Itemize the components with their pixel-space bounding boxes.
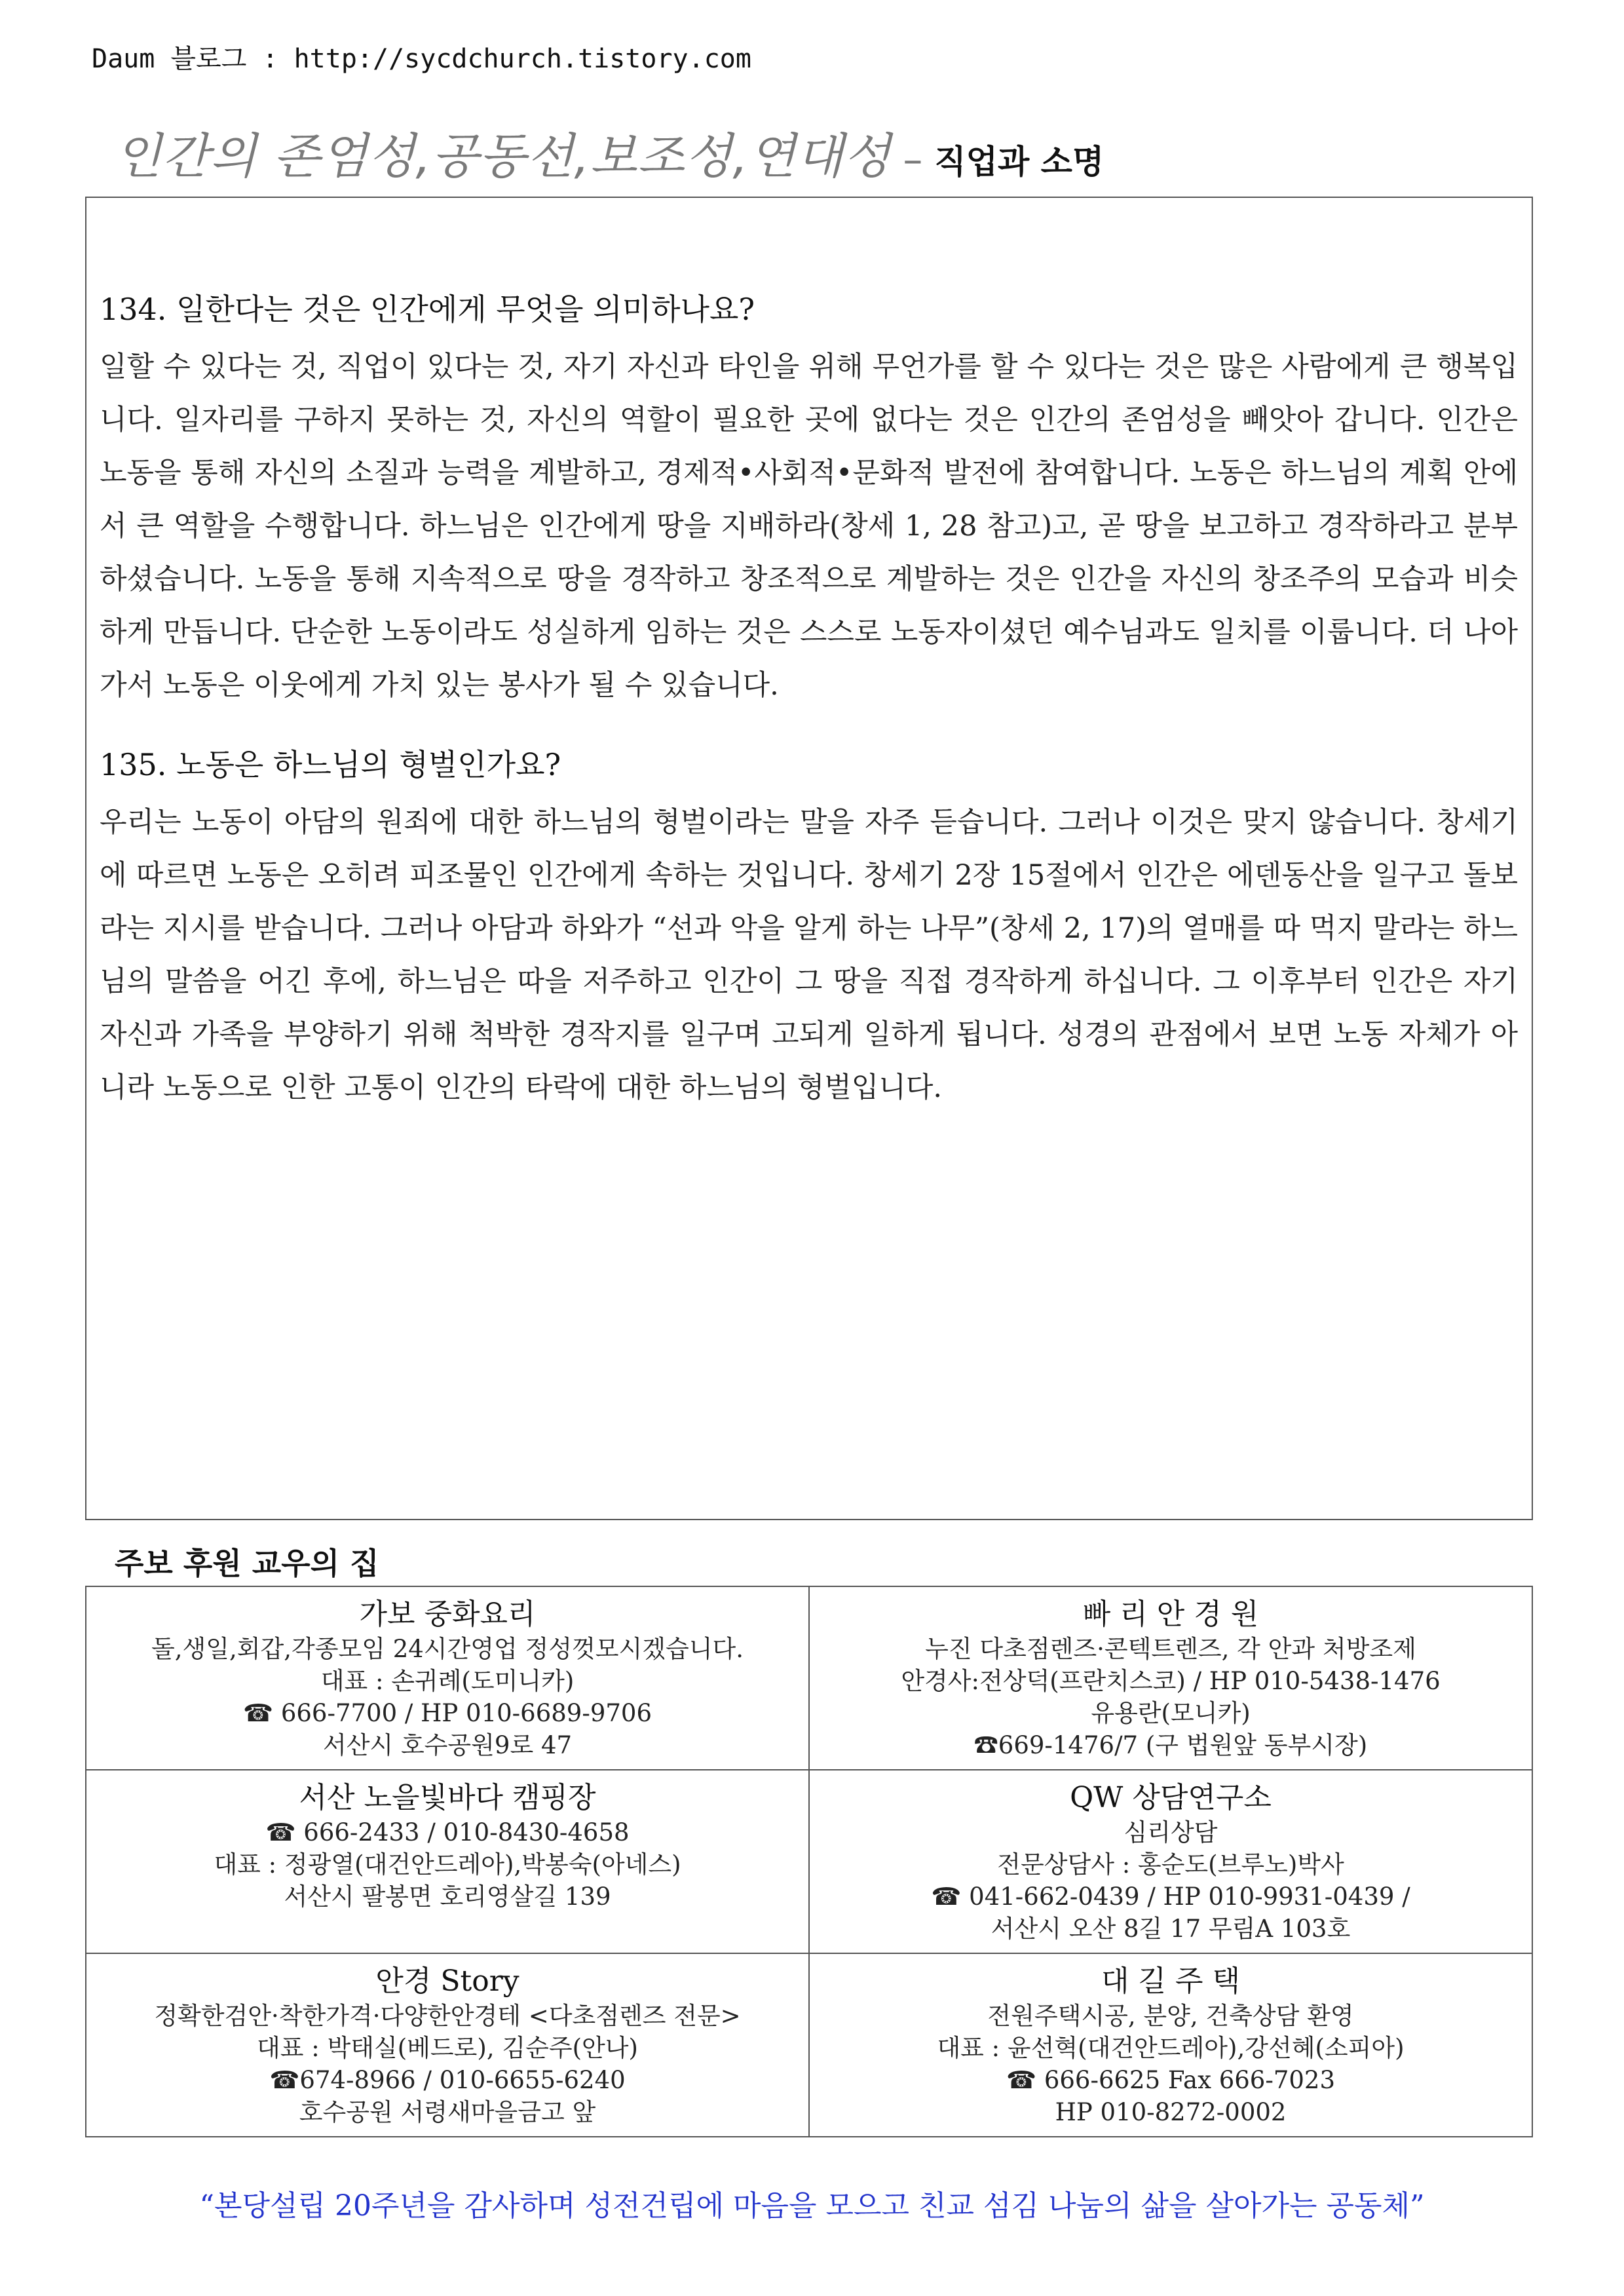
sponsor-line: 유용란(모니카) bbox=[1091, 1699, 1251, 1727]
qa-box bbox=[85, 197, 1533, 1520]
sponsor-name: 대 길 주 택 bbox=[1101, 1964, 1240, 1998]
sponsor-name: 서산 노을빛바다 캠핑장 bbox=[299, 1781, 596, 1814]
sponsor-line: 안경사:전상덕(프란치스코) / HP 010-5438-1476 bbox=[901, 1667, 1441, 1695]
sponsor-heading: 주보 후원 교우의 집 bbox=[115, 1546, 379, 1581]
sponsor-row bbox=[86, 1953, 1532, 2137]
sponsor-phone: ☎674-8966 / 010-6655-6240 bbox=[269, 2066, 626, 2094]
sponsor-table bbox=[85, 1586, 1533, 2137]
parish-motto: “본당설립 20주년을 감사하며 성전건립에 마음을 모으고 친교 섬김 나눔의 삶을 살아가는 공동체” bbox=[199, 2189, 1425, 2223]
title-main: 인간의 존엄성,공동선,보조성,연대성 bbox=[115, 128, 892, 185]
page-title bbox=[115, 118, 1104, 187]
sponsor-cell bbox=[86, 1586, 809, 1770]
sponsor-name: 가보 중화요리 bbox=[359, 1598, 536, 1631]
sponsor-name: QW 상담연구소 bbox=[1070, 1781, 1272, 1814]
sponsor-phone: ☎ 666-6625 Fax 666-7023 bbox=[1006, 2066, 1336, 2094]
sponsor-line: 정확한검안·착한가격·다양한안경테 <다초점렌즈 전문> bbox=[154, 2002, 741, 2030]
sponsor-line: 누진 다초점렌즈·콘텍트렌즈, 각 안과 처방조제 bbox=[925, 1635, 1416, 1663]
sponsor-cell bbox=[809, 1953, 1532, 2137]
answer-body: 일할 수 있다는 것, 직업이 있다는 것, 자기 자신과 타인을 위해 무언가를 할 수 있다는 것은 많은 사람에게 큰 행복입니다. 일자리를 구하지 못하는 것, 자신의 역할이 필요한 곳에 없다는 것은 인간의 존엄성을 빼앗아 갑니다. 인간은 노동을 통해 자신의 소질과 능력을 계발하고, 경제적•사회적•문화적 발전에 참여합니다. 노동은 하느님의 계획 안에서 큰 역할을 수행합니다. 하느님은 인간에게 땅을 지배하라(창세 1, 28 참고)고, 곧 땅을 보고하고 경작하라고 분부하셨습니다. 노동을 통해 지속적으로 땅을 경작하고 창조적으로 계발하는 것은 인간을 자신의 창조주의 모습과 비슷하게 만듭니다. 단순한 노동이라도 성실하게 임하는 것은 스스로 노동자이셨던 예수님과도 일치를 이룹니다. 더 나아가서 노동은 이웃에게 가치 있는 봉사가 될 수 있습니다. bbox=[100, 351, 1518, 702]
sponsor-line: 심리상담 bbox=[1124, 1818, 1218, 1846]
sponsor-phone: ☎669-1476/7 (구 법원앞 동부시장) bbox=[973, 1731, 1368, 1759]
answer-body: 우리는 노동이 아담의 원죄에 대한 하느님의 형벌이라는 말을 자주 듣습니다. 그러나 이것은 맞지 않습니다. 창세기에 따르면 노동은 오히려 피조물인 인간에게 속하는 것입니다. 창세기 2장 15절에서 인간은 에덴동산을 일구고 돌보라는 지시를 받습니다. 그러나 아담과 하와가 “선과 악을 알게 하는 나무”(창세 2, 17)의 열매를 따 먹지 말라는 하느님의 말씀을 어긴 후에, 하느님은 따을 저주하고 인간이 그 땅을 직접 경작하게 하십니다. 그 이후부터 인간은 자기 자신과 가족을 부양하기 위해 척박한 경작지를 일구며 고되게 일하게 됩니다. 성경의 관점에서 보면 노동 자체가 아니라 노동으로 인한 고통이 인간의 타락에 대한 하느님의 형벌입니다. bbox=[100, 806, 1518, 1104]
sponsor-line: 전원주택시공, 분양, 건축상담 환영 bbox=[987, 2002, 1354, 2030]
sponsor-phone: HP 010-8272-0002 bbox=[1055, 2098, 1287, 2126]
sponsor-cell bbox=[86, 1770, 809, 1953]
question-title: 135. 노동은 하느님의 형벌인가요? bbox=[100, 747, 561, 782]
question-title: 134. 일한다는 것은 인간에게 무엇을 의미하나요? bbox=[100, 292, 755, 327]
blog-url: Daum 블로그 : http://sycdchurch.tistory.com bbox=[92, 44, 751, 74]
sponsor-phone: ☎ 041-662-0439 / HP 010-9931-0439 / bbox=[931, 1883, 1410, 1911]
sponsor-line: 대표 : 손귀례(도미니카) bbox=[320, 1667, 575, 1695]
sponsor-address: 서산시 오산 8길 17 무림A 103호 bbox=[991, 1915, 1351, 1943]
title-dash: – bbox=[903, 137, 923, 183]
sponsor-name: 빠 리 안 경 원 bbox=[1082, 1598, 1259, 1631]
title-sub: 직업과 소명 bbox=[934, 143, 1105, 181]
sponsor-line: 돌,생일,회갑,각종모임 24시간영업 정성껏모시겠습니다. bbox=[151, 1635, 744, 1663]
qa-content bbox=[100, 290, 1518, 1115]
sponsor-address: 호수공원 서령새마을금고 앞 bbox=[299, 2098, 596, 2126]
sponsor-row bbox=[86, 1586, 1532, 1770]
sponsor-line: 대표 : 정광열(대건안드레아),박봉숙(아네스) bbox=[214, 1850, 681, 1879]
sponsor-name: 안경 Story bbox=[375, 1964, 519, 1998]
sponsor-phone: ☎ 666-7700 / HP 010-6689-9706 bbox=[243, 1699, 652, 1727]
sponsor-cell bbox=[809, 1586, 1532, 1770]
sponsor-line: 대표 : 박태실(베드로), 김순주(안나) bbox=[257, 2034, 638, 2062]
sponsor-line: 전문상담사 : 홍순도(브루노)박사 bbox=[997, 1850, 1344, 1879]
sponsor-address: 서산시 팔봉면 호리영살길 139 bbox=[284, 1883, 611, 1911]
sponsor-cell bbox=[809, 1770, 1532, 1953]
sponsor-row bbox=[86, 1770, 1532, 1953]
sponsor-line: 대표 : 윤선혁(대건안드레아),강선혜(소피아) bbox=[937, 2034, 1405, 2062]
sponsor-cell bbox=[86, 1953, 809, 2137]
sponsor-address: 서산시 호수공원9로 47 bbox=[322, 1731, 573, 1759]
sponsor-phone: ☎ 666-2433 / 010-8430-4658 bbox=[265, 1818, 630, 1846]
